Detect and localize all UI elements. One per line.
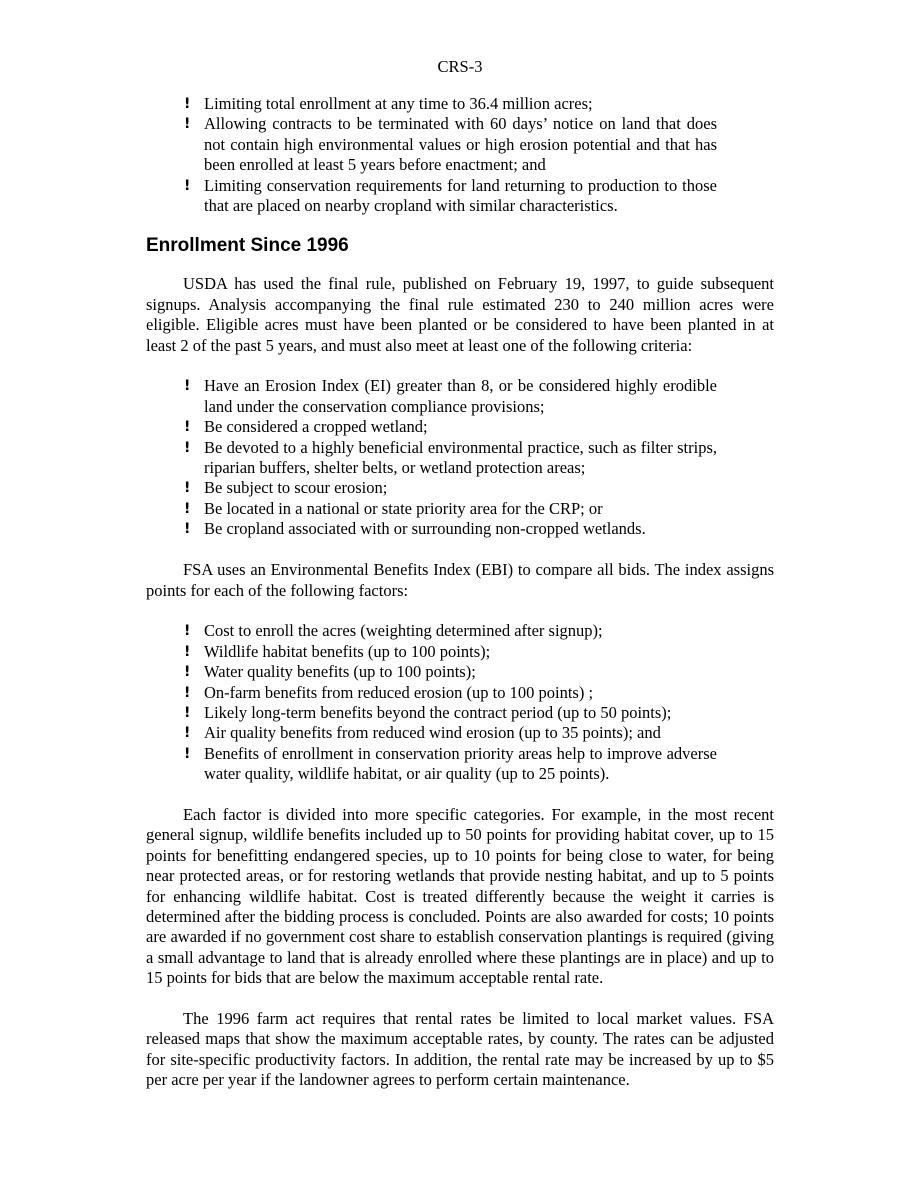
bullet-icon: ! xyxy=(184,725,191,742)
bullet-icon: ! xyxy=(184,664,191,681)
paragraph-rental-rates: The 1996 farm act requires that rental rates be limited to local market values. FSA released maps that show the maximum acceptable rates, by county. The rates can be adjusted for site-specific productivity factors. In addition, the rental rate may be increased by up to $5 per acre per year if the landowner agrees to perform certain maintenance. xyxy=(146,1008,774,1090)
bullet-icon: ! xyxy=(184,480,191,497)
list-item: ! Limiting conservation requirements for land returning to production to those that are placed on nearby cropland with similar characteristics. xyxy=(184,175,717,216)
list-item: ! Be subject to scour erosion; xyxy=(184,478,388,498)
bullet-icon: ! xyxy=(184,378,191,395)
list-item: ! Air quality benefits from reduced wind erosion (up to 35 points); and xyxy=(184,723,661,743)
list-item: ! Be devoted to a highly beneficial environmental practice, such as filter strips, riparian buffers, shelter belts, or wetland protection areas; xyxy=(184,437,717,478)
bullet-list-factors xyxy=(146,621,717,784)
bullet-icon: ! xyxy=(184,623,191,640)
list-item: ! Benefits of enrollment in conservation priority areas help to improve adverse water quality, wildlife habitat, or air quality (up to 25 points). xyxy=(184,743,717,784)
list-item: ! On-farm benefits from reduced erosion (up to 100 points) ; xyxy=(184,682,594,702)
list-item: ! Wildlife habitat benefits (up to 100 points); xyxy=(184,641,491,661)
paragraph-usda: USDA has used the final rule, published on February 19, 1997, to guide subsequent signups. Analysis accompanying the final rule estimated 230 to 240 million acres were eligible. Eligible acres must have been planted or be considered to have been planted in at least 2 of the past 5 years, and must also meet at least one of the following criteria: xyxy=(146,274,774,355)
bullet-icon: ! xyxy=(184,177,191,194)
list-item: ! Be located in a national or state priority area for the CRP; or xyxy=(184,498,603,518)
document-body xyxy=(146,94,774,1091)
paragraph-ebi: FSA uses an Environmental Benefits Index (EBI) to compare all bids. The index assigns points for each of the following factors: xyxy=(146,560,774,600)
bullet-icon: ! xyxy=(184,419,191,436)
bullet-icon: ! xyxy=(184,643,191,660)
list-item: ! Water quality benefits (up to 100 points); xyxy=(184,662,476,682)
bullet-list-limits xyxy=(146,94,717,216)
bullet-icon: ! xyxy=(184,684,191,701)
bullet-icon: ! xyxy=(184,500,191,517)
list-item: ! Limiting total enrollment at any time to 36.4 million acres; xyxy=(184,94,593,113)
list-item: ! Cost to enroll the acres (weighting determined after signup); xyxy=(184,621,603,641)
list-item: ! Have an Erosion Index (EI) greater than 8, or be considered highly erodible land under the conservation compliance provisions; xyxy=(184,376,717,416)
bullet-icon: ! xyxy=(184,704,191,721)
list-item: ! Allowing contracts to be terminated with 60 days’ notice on land that does not contain high environmental values or high erosion potential and that has been enrolled at least 5 years before enactment; and xyxy=(184,114,717,175)
bullet-icon: ! xyxy=(184,96,191,112)
list-item: ! Be cropland associated with or surrounding non-cropped wetlands. xyxy=(184,519,646,539)
section-heading: Enrollment Since 1996 xyxy=(146,235,349,257)
bullet-icon: ! xyxy=(184,116,191,133)
bullet-icon: ! xyxy=(184,439,191,456)
paragraph-factors: Each factor is divided into more specific categories. For example, in the most recent general signup, wildlife benefits included up to 50 points for providing habitat cover, up to 15 points for benefitting endangered species, up to 10 points for being close to water, for being near protected areas, or for restoring wetlands that provide nesting habitat, and up to 5 points for enhancing wildlife habitat. Cost is treated differently because the weight it carries is determined after the bidding process is concluded. Points are also awarded for costs; 10 points are awarded if no government cost share to establish conservation plantings is required (giving a small advantage to land that is already enrolled where these plantings are in place) and up to 15 points for bids that are below the maximum acceptable rental rate. xyxy=(146,804,774,988)
list-item: ! Likely long-term benefits beyond the contract period (up to 50 points); xyxy=(184,702,672,722)
bullet-list-criteria xyxy=(146,376,717,539)
page-header: CRS-3 xyxy=(437,57,483,76)
bullet-icon: ! xyxy=(184,521,191,538)
list-item: ! Be considered a cropped wetland; xyxy=(184,417,428,437)
bullet-icon: ! xyxy=(184,745,191,762)
